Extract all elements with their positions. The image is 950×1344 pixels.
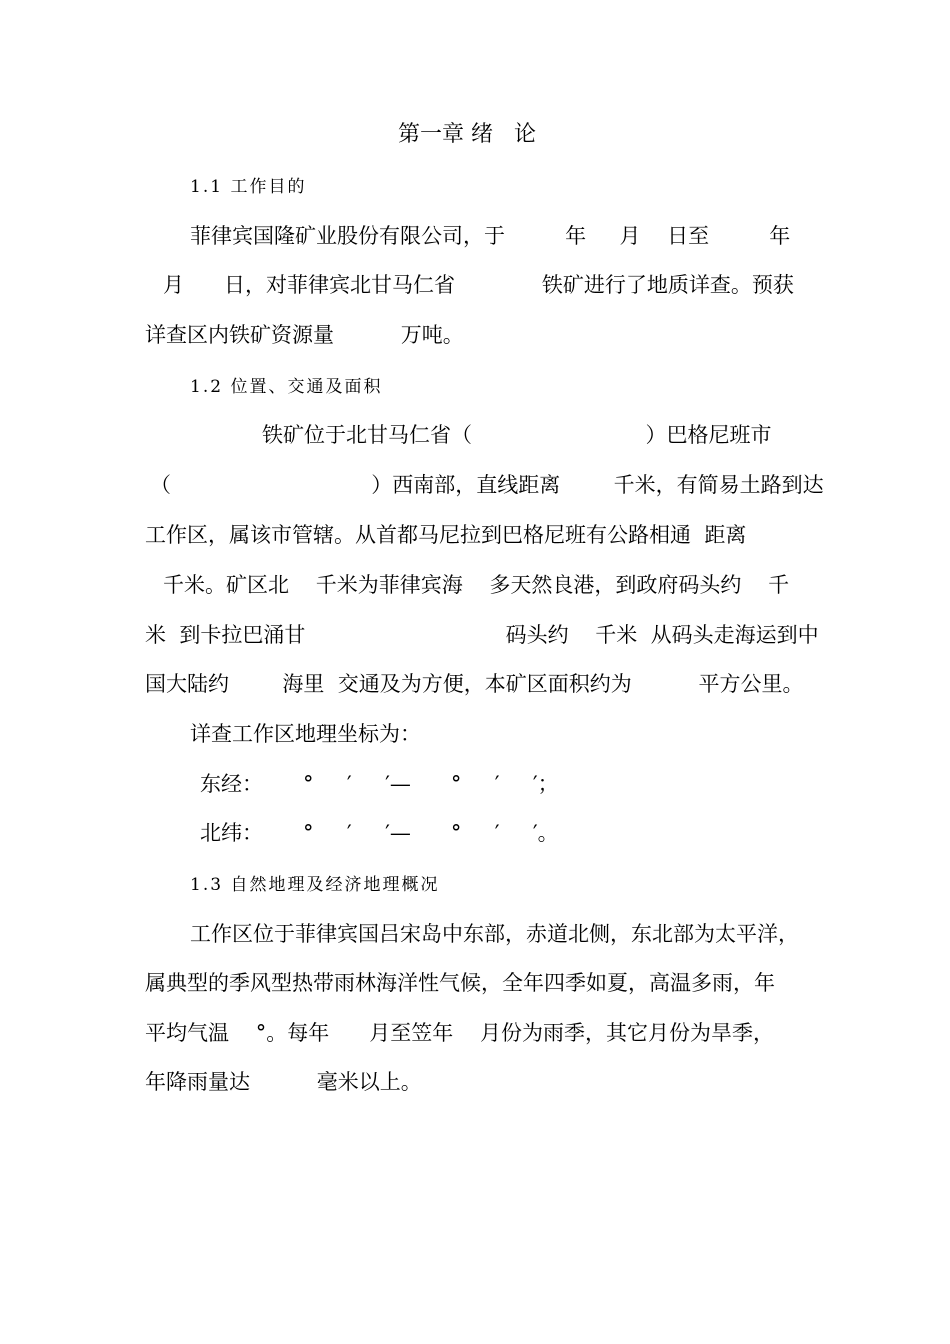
coordinate-line-longitude: 东经： ° ′ ′— ° ′ ′； — [200, 772, 559, 796]
section-heading-1-2: 1.2 位置、交通及面积 — [190, 377, 383, 397]
chapter-title: 第一章 绪 论 — [398, 122, 536, 147]
section-heading-1-1: 1.1 工作目的 — [190, 177, 307, 197]
paragraph-line: 工作区位于菲律宾国吕宋岛中东部，赤道北侧，东北部为太平洋， — [190, 922, 799, 946]
paragraph-line: 国大陆约 海里 交通及为方便，本矿区面积约为 平方公里。 — [145, 672, 804, 696]
paragraph-line: 千米。矿区北 千米为菲律宾海 多天然良港，到政府码头约 千 — [163, 573, 790, 597]
paragraph-line: 铁矿位于北甘马仁省（ ）巴格尼班市 — [262, 423, 772, 447]
paragraph-line: 详查区内铁矿资源量 万吨。 — [145, 323, 464, 347]
paragraph-line: 工作区，属该市管辖。从首都马尼拉到巴格尼班有公路相通 距离 — [145, 523, 747, 547]
paragraph-line: 米 到卡拉巴涌甘 码头约 千米 从码头走海运到中 — [145, 623, 819, 647]
paragraph-line: 年降雨量达 毫米以上。 — [145, 1070, 422, 1094]
paragraph-line: 属典型的季风型热带雨林海洋性气候，全年四季如夏，高温多雨，年 — [145, 971, 775, 995]
coordinate-line-latitude: 北纬： ° ′ ′— ° ′ ′。 — [200, 821, 559, 845]
paragraph-line: 平均气温 °。每年 月至笠年 月份为雨季，其它月份为旱季， — [145, 1021, 774, 1045]
paragraph-line: 菲律宾国隆矿业股份有限公司，于 年 月 日至 年 — [190, 224, 791, 248]
paragraph-line: 详查工作区地理坐标为： — [190, 722, 421, 746]
section-heading-1-3: 1.3 自然地理及经济地理概况 — [190, 875, 440, 895]
paragraph-line: 月 日，对菲律宾北甘马仁省 铁矿进行了地质详查。预获 — [163, 273, 794, 297]
paragraph-line: （ ）西南部，直线距离 千米，有简易土路到达 — [150, 473, 824, 497]
